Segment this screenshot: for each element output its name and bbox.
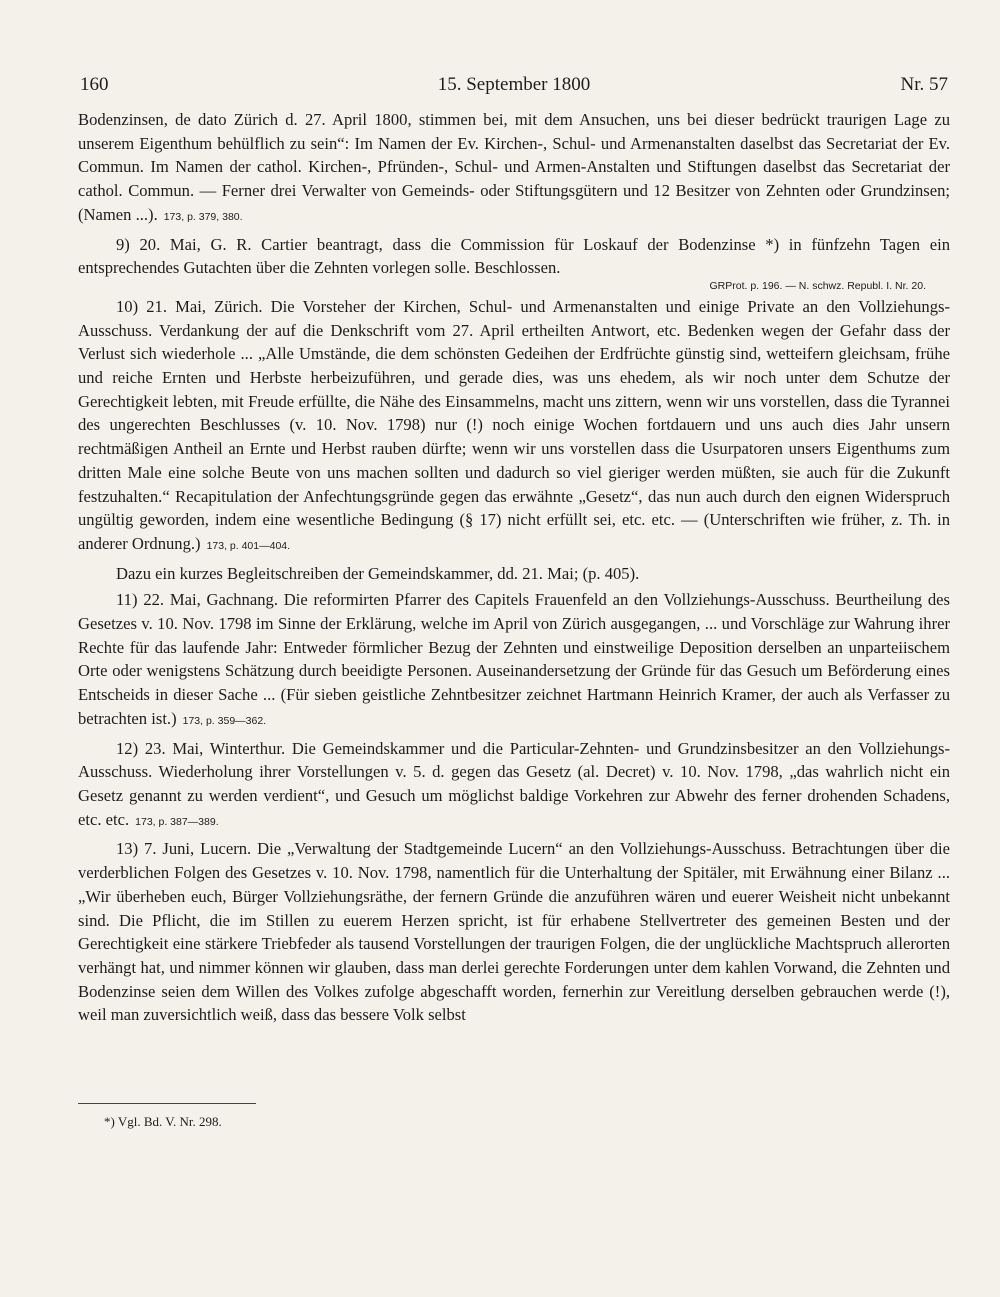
document-number: Nr. 57 [900, 74, 948, 95]
citation-reference: GRProt. p. 196. — N. schwz. Republ. I. Nr. 20. [709, 279, 926, 292]
citation-reference: 173, p. 359—362. [182, 714, 267, 727]
citation-reference: 173, p. 387—389. [135, 815, 219, 828]
document-body [78, 108, 950, 1027]
page-number: 160 [80, 74, 109, 95]
paragraph-entry-9: 9) 20. Mai, G. R. Cartier beantragt, dass die Commission für Loskauf der Bodenzinse *) in fünfzehn Tagen ein entsprechendes Gutachten über die Zehnten vorlegen solle. Beschlossen. [78, 234, 950, 278]
paragraph-entry-11: 11) 22. Mai, Gachnang. Die reformirten Pfarrer des Capitels Frauenfeld an den Vollziehungs-Ausschuss. Beurtheilung des Gesetzes v. 10. Nov. 1798 im Sinne der Erklärung, welche im April von Zürich ausgegangen, ... und Vorschläge zur Wahrung ihrer Rechte für das laufende Jahr: Entweder förmlicher Bezug der Zehnten und einstweilige Deposition derselben an unparteiischem Orte oder wenigstens Schätzung durch beeidigte Personen. Auseinandersetzung der Gründe für das Gesuch um Beförderung eines Entscheids in dieser Sache ... (Für sieben geistliche Zehntbesitzer zeichnet Hartmann Heinrich Kramer, der auch als Verfasser zu betrachten ist.) 173, p. 359—362. [78, 590, 950, 728]
paragraph-entry-12: 12) 23. Mai, Winterthur. Die Gemeindskammer und die Particular-Zehnten- und Grundzinsbesitzer an den Vollziehungs-Ausschuss. Wiederholung ihrer Vorstellungen v. 5. d. gegen das Gesetz (al. Decret) v. 10. Nov. 1798, „das wahrlich nicht ein Gesetz genannt zu werden verdient“, und Gesuch um möglichst baldige Vorkehren zur Abwehr des ferner drohenden Schadens, etc. etc. 173, p. 387—389. [78, 738, 950, 829]
footnote-divider [78, 1103, 256, 1104]
header-date: 15. September 1800 [437, 74, 591, 95]
paragraph-enclosure-note: Dazu ein kurzes Begleitschreiben der Gemeindskammer, dd. 21. Mai; (p. 405). [116, 563, 640, 583]
paragraph-continuation: Bodenzinsen, de dato Zürich d. 27. April 1800, stimmen bei, mit dem Ansuchen, uns bei dieser bedrückt traurigen Lage zu unserem Eigenthum behülflich zu sein“: Im Namen der Ev. Kirchen-, Schul- und Armenanstalten daselbst das Secretariat der Ev. Commun. Im Namen der cathol. Kirchen-, Pfründen-, Schul- und Armen-Anstalten und Stiftungen daselbst das Secretariat der cathol. Commun. — Ferner drei Verwalter von Gemeinds- oder Stiftungsgütern und 12 Besitzer von Zehnten oder Grundzinsen; (Namen ...). 173, p. 379, 380. [78, 110, 950, 224]
page-header [80, 74, 948, 100]
footnote: *) Vgl. Bd. V. Nr. 298. [104, 1114, 222, 1129]
citation-reference: 173, p. 401—404. [206, 539, 291, 552]
paragraph-entry-10: 10) 21. Mai, Zürich. Die Vorsteher der Kirchen, Schul- und Armenanstalten und einige Private an den Vollziehungs-Ausschuss. Verdankung der auf die Denkschrift vom 27. April ertheilten Antwort, etc. Bedenken wegen der Gefahr dass der Verlust sich wiederhole ... „Alle Umstände, die dem schönsten Gedeihen der Erdfrüchte günstig sind, wetteifern gleichsam, frühe und reiche Ernten und Herbste herbeizuführen, und gerade dies, was uns ehedem, als wir noch unter dem Schutze der Gerechtigkeit lebten, mit Freude erfüllte, die Nähe des Einsammelns, macht uns zittern, wenn wir uns vorstellen, dass die Tyrannei des ungerechten Beschlusses (v. 10. Nov. 1798) nur (!) noch einige Wochen fortdauern und uns auch dies Jahr unsern rechtmäßigen Antheil an Ernte und Herbst rauben dürfte; wenn wir uns vorstellen dass die Usurpatoren unsers Eigenthums zum dritten Male eine solche Beute von uns machen sollten und dadurch so viel gieriger werden müßten, sie auch für die Zukunft festzuhalten.“ Recapitulation der Anfechtungsgründe gegen das erwähnte „Gesetz“, das nun auch durch den eignen Widerspruch ungültig geworden, indem eine wesentliche Bedingung (§ 17) nicht erfüllt sei, etc. etc. — (Unterschriften wie früher, z. Th. in anderer Ordnung.) 173, p. 401—404. [78, 296, 950, 553]
citation-reference: 173, p. 379, 380. [163, 210, 243, 223]
paragraph-entry-13: 13) 7. Juni, Lucern. Die „Verwaltung der Stadtgemeinde Lucern“ an den Vollziehungs-Ausschuss. Betrachtungen über die verderblichen Folgen des Gesetzes v. 10. Nov. 1798, namentlich für die Unterhaltung der Spitäler, mit Erwähnung einer Bilanz ... „Wir überheben euch, Bürger Vollziehungsräthe, der fernern Gründe die anzuführen wären und euerer Weisheit nicht unbekannt sind. Die Pflicht, die im Stillen zu euerem Herzen spricht, ist für erhabene Stellvertreter des gemeinen Besten und der Gerechtigkeit eine stärkere Triebfeder als tausend Vorstellungen der traurigen Folgen, die der unglückliche Machtspruch allerorten verhängt hat, und nimmer können wir glauben, dass man derlei gerechte Forderungen unter dem kahlen Vorwand, die Zehnten und Bodenzinse seien dem Willen des Volkes zufolge abgeschafft worden, fernerhin zur Vereitlung derselben gebrauchen werde (!), weil man zuversichtlich weiß, dass das bessere Volk selbst [78, 839, 950, 1025]
